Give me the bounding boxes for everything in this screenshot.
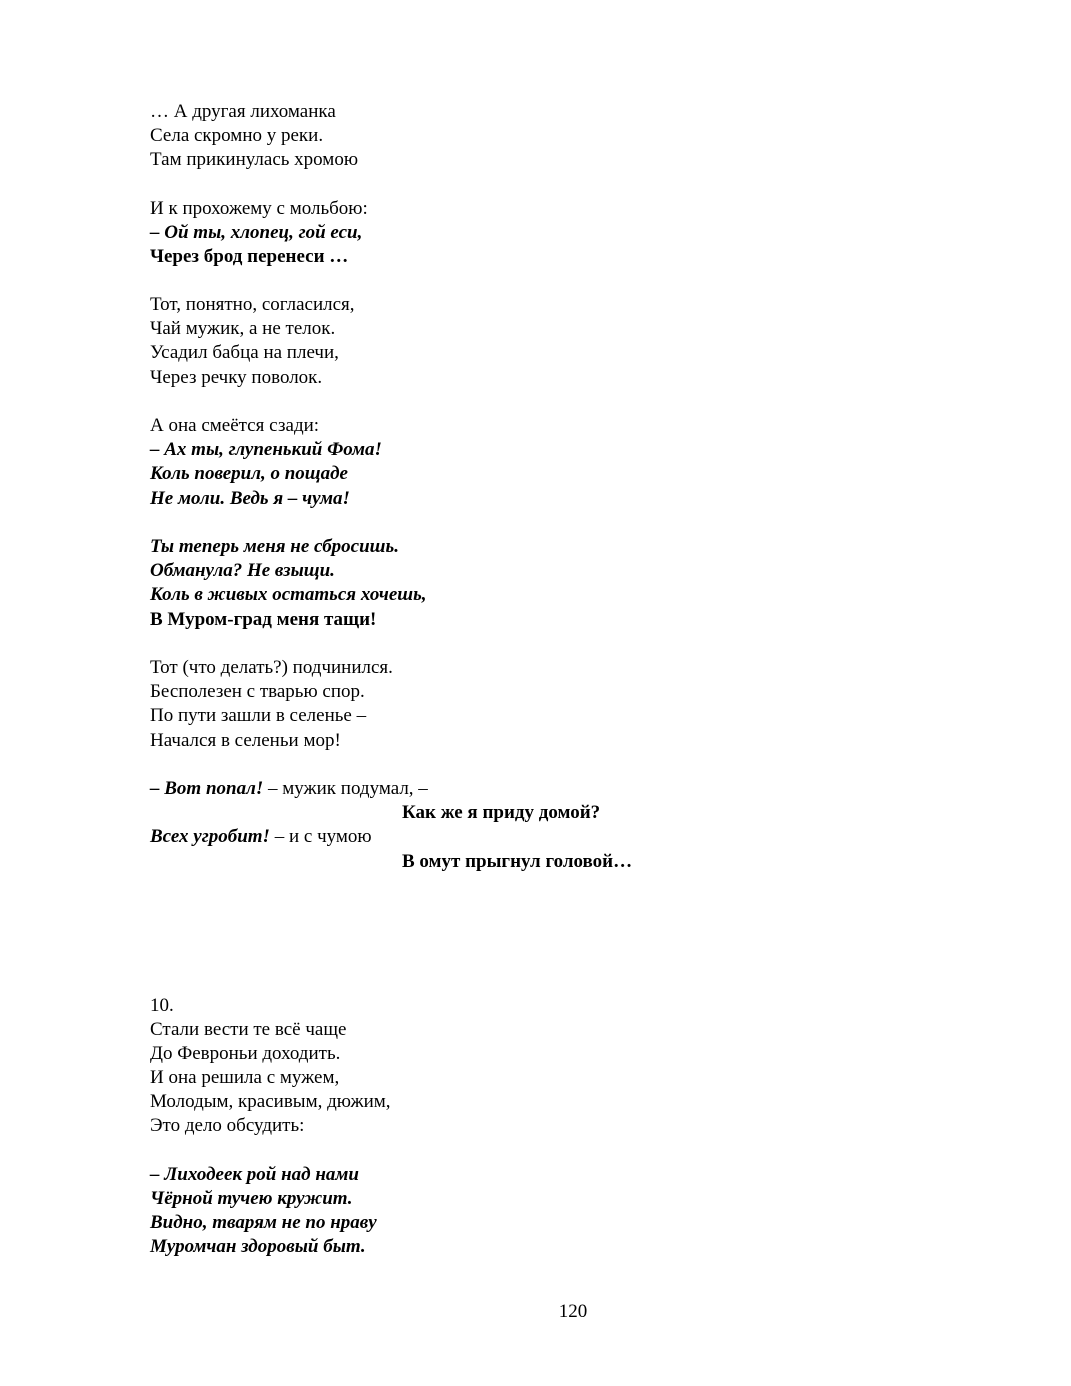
verse-line: Через речку поволок. [150, 367, 323, 388]
verse-line: Села скромно у реки. [150, 125, 324, 146]
verse-line: … А другая лихоманка [150, 101, 336, 122]
verse-speech-fragment: – Вот попал! [150, 778, 264, 799]
verse-narration-fragment: – мужик подумал, – [263, 778, 428, 799]
page-number: 120 [558, 1301, 588, 1322]
verse-line [150, 825, 372, 849]
verse-line: Чай мужик, а не телок. [150, 318, 336, 339]
verse-line: Тот (что делать?) подчинился. [150, 657, 393, 678]
verse-line-speech: Коль поверил, о пощаде [150, 463, 348, 484]
verse-line: И к прохожему с мольбою: [150, 198, 368, 219]
verse-line-speech: Через брод перенеси … [150, 246, 349, 267]
verse-line: В омут прыгнул головой… [402, 851, 633, 872]
verse-line: И она решила с мужем, [150, 1067, 340, 1088]
verse-line: Тот, понятно, согласился, [150, 294, 355, 315]
verse-line-speech: Видно, тварям не по нраву [150, 1212, 377, 1233]
verse-line-speech: Как же я приду домой? [402, 802, 601, 823]
verse-line: Стали вести те всё чаще [150, 1019, 347, 1040]
verse-line-speech: – Ой ты, хлопец, гой еси, [150, 222, 363, 243]
verse-speech-fragment: Всех угробит! [150, 826, 270, 847]
verse-line: Это дело обсудить: [150, 1115, 305, 1136]
verse-line-speech: Чёрной тучею кружит. [150, 1188, 353, 1209]
verse-line: Там прикинулась хромою [150, 149, 359, 170]
verse-line: Бесполезен с тварью спор. [150, 681, 365, 702]
verse-line-speech: В Муром-град меня тащи! [150, 609, 377, 630]
verse-line-speech: Не моли. Ведь я – чума! [150, 488, 350, 509]
verse-line: По пути зашли в селенье – [150, 705, 367, 726]
verse-line-speech: – Ах ты, глупенький Фома! [150, 439, 382, 460]
section-number: 10. [150, 995, 174, 1016]
verse-line-speech: Ты теперь меня не сбросишь. [150, 536, 399, 557]
verse-line-speech: Коль в живых остаться хочешь, [150, 584, 427, 605]
verse-line-speech: Муромчан здоровый быт. [150, 1236, 366, 1257]
verse-line-speech: – Лиходеек рой над нами [150, 1164, 359, 1185]
verse-line [150, 777, 428, 801]
verse-line: Начался в селеньи мор! [150, 730, 341, 751]
verse-line: Усадил бабца на плечи, [150, 342, 339, 363]
verse-line: А она смеётся сзади: [150, 415, 320, 436]
verse-line: Молодым, красивым, дюжим, [150, 1091, 391, 1112]
verse-line: До Февроньи доходить. [150, 1043, 341, 1064]
verse-narration-fragment: – и с чумою [269, 826, 372, 847]
verse-line-speech: Обманула? Не взыщи. [150, 560, 335, 581]
